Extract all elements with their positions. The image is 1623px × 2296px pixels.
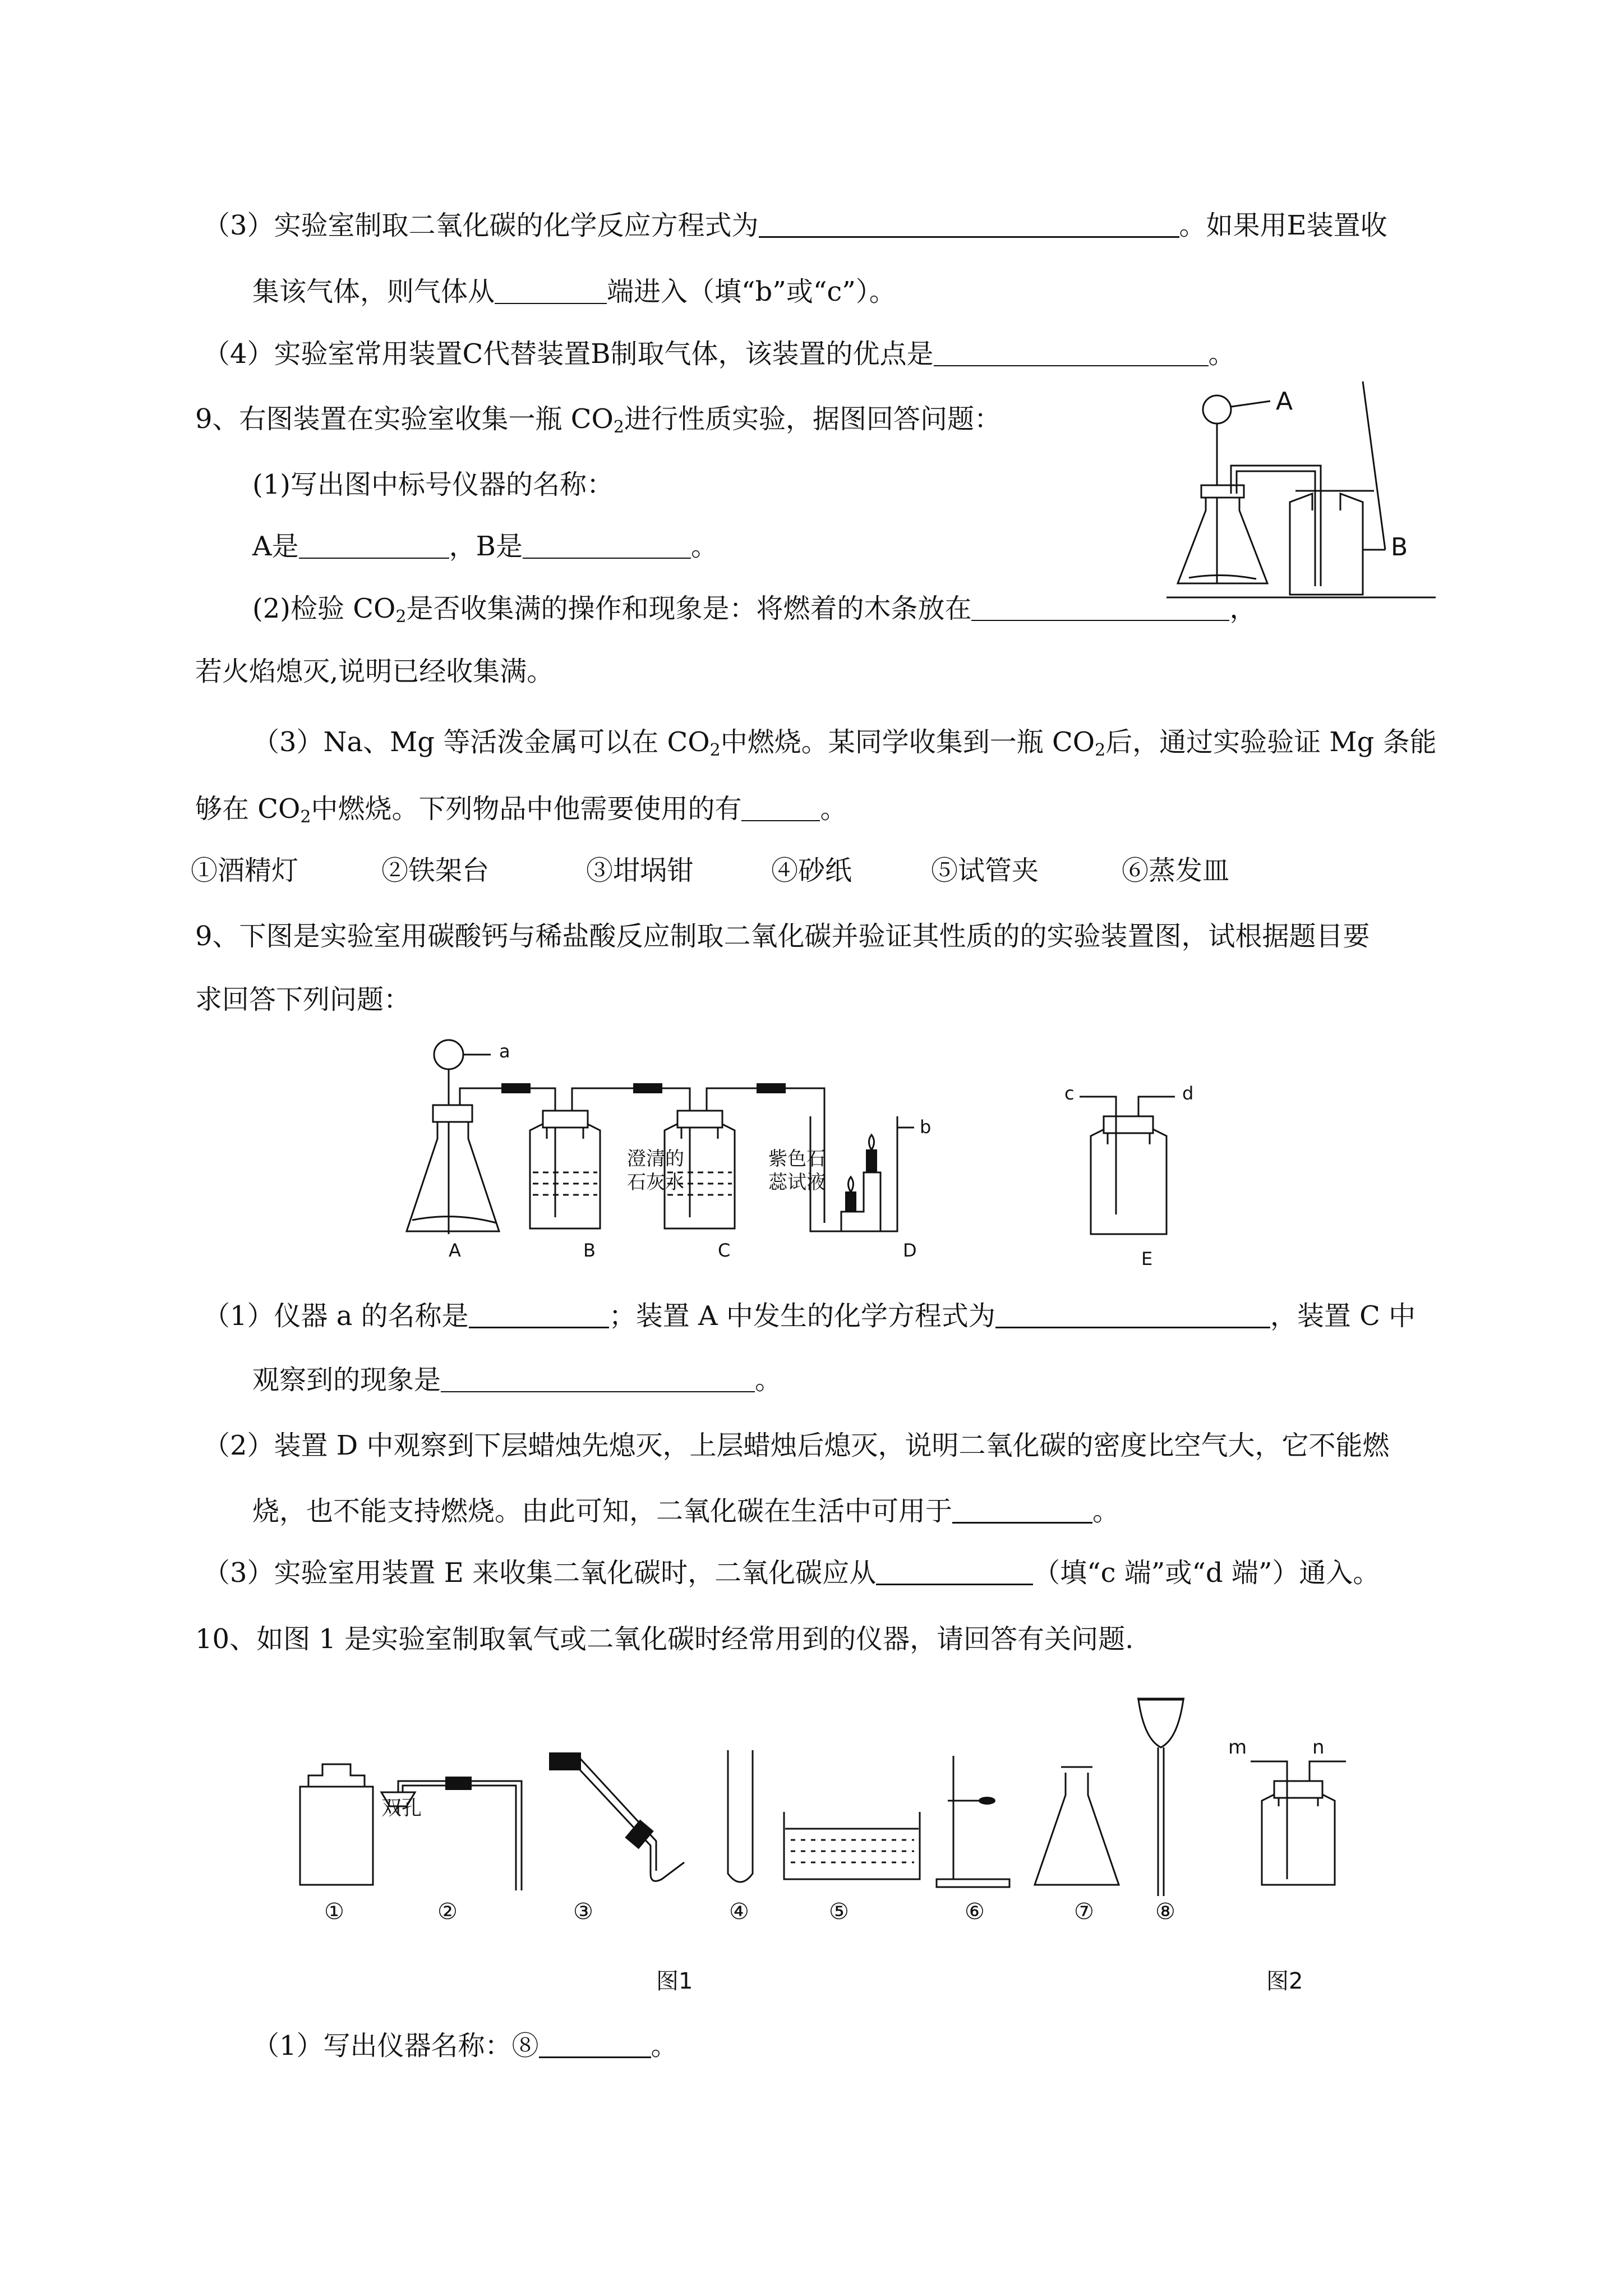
- q9b-litmus-label: 紫色石 蕊试液: [768, 1148, 826, 1194]
- q8-equation-blank[interactable]: [759, 208, 1179, 238]
- q8-advantage-blank[interactable]: [934, 337, 1209, 366]
- q9b-intro-2: 求回答下列问题：: [195, 984, 411, 1015]
- q9b-sub2-line2: 烧，也不能支持燃烧。由此可知，二氧化碳在生活中可用于 。: [252, 1493, 1119, 1529]
- q9a-option-4: ④砂纸: [771, 855, 852, 886]
- bottle-e-icon: [1091, 1128, 1166, 1234]
- q9b-inlet-blank[interactable]: [876, 1556, 1033, 1585]
- q9b-fig-A: A: [449, 1240, 461, 1261]
- q10-num-1: ①: [324, 1899, 344, 1925]
- q9b-phenomenon-blank[interactable]: [441, 1363, 755, 1392]
- q8-part3-line1: （3）实验室制取二氧化碳的化学反应方程式为 。如果用E装置收: [203, 208, 1387, 243]
- q10-intro: 10、如图 1 是实验室制取氧气或二氧化碳时经常用到的仪器，请回答有关问题.: [195, 1623, 1134, 1655]
- q10-num-4: ④: [729, 1899, 749, 1925]
- q9b-sub3: （3）实验室用装置 E 来收集二氧化碳时，二氧化碳应从 （填“c 端”或“d 端”）通入。: [203, 1555, 1380, 1591]
- erlenmeyer-flask-icon: [1035, 1773, 1119, 1885]
- q9a-option-2: ②铁架台: [381, 855, 490, 886]
- q9a-sub1: (1)写出图中标号仪器的名称：: [252, 469, 614, 500]
- q10-num-7: ⑦: [1074, 1899, 1094, 1925]
- long-neck-funnel-icon: [1138, 1700, 1183, 1747]
- q9a-apparatus-figure: [1166, 381, 1469, 606]
- q9a-fig-label-A: A: [1276, 387, 1293, 416]
- gas-jar-icon: [300, 1764, 373, 1885]
- q9a-sub2: (2)检验 $CO_2$是否收集满的操作和现象是：将燃着的木条放在 ，: [252, 593, 1257, 627]
- q9a-option-6: ⑥蒸发皿: [1122, 855, 1230, 886]
- candle-lower-icon: [846, 1192, 856, 1212]
- q10-fig-n: n: [1312, 1736, 1325, 1759]
- q9b-fig-b: b: [920, 1116, 932, 1138]
- q9a-intro: 9、右图装置在实验室收集一瓶 $CO_2$进行性质实验，据图回答问题：: [195, 403, 1001, 437]
- q9b-limewater-label: 澄清的 石灰水: [627, 1148, 684, 1194]
- q9a-sub2-cont: 若火焰熄灭,说明已经收集满。: [195, 656, 554, 687]
- q9a-sub1-answers: A是 ，B是 。: [252, 531, 718, 562]
- q9b-equation-blank[interactable]: [995, 1299, 1270, 1328]
- q9b-sub2-line1: （2）装置 D 中观察到下层蜡烛先熄灭，上层蜡烛后熄灭，说明二氧化碳的密度比空气大，它不能燃: [203, 1430, 1390, 1461]
- q9a-fig-label-B: B: [1391, 533, 1408, 562]
- q9b-sub1-line1: （1）仪器 a 的名称是 ；装置 A 中发生的化学方程式为 ，装置 C 中: [203, 1298, 1415, 1334]
- q9a-option-5: ⑤试管夹: [931, 855, 1039, 886]
- test-tube-icon: [728, 1750, 753, 1882]
- q9a-sub3-line2: 够在 $CO_2$中燃烧。下列物品中他需要使用的有 。: [195, 793, 847, 827]
- q10-fig1-caption: 图1: [656, 1968, 693, 1994]
- q9a-items-blank[interactable]: [741, 792, 820, 821]
- q10-instrument-8-blank[interactable]: [539, 2028, 651, 2058]
- q10-num-3: ③: [573, 1899, 593, 1925]
- candle-upper-icon: [866, 1150, 877, 1172]
- q9b-use-blank[interactable]: [952, 1494, 1092, 1524]
- q10-num-5: ⑤: [829, 1899, 849, 1925]
- q9a-option-1: ①酒精灯: [191, 855, 299, 886]
- gas-bottle-icon: [1290, 494, 1363, 595]
- q8-part3-line2: 集该气体，则气体从 端进入（填“b”或“c”）。: [252, 276, 896, 307]
- funnel-a-icon: [434, 1040, 463, 1069]
- q9b-intro-1: 9、下图是实验室用碳酸钙与稀盐酸反应制取二氧化碳并验证其性质的的实验装置图，试根据题目要: [195, 921, 1370, 952]
- q8-part4-line: （4）实验室常用装置C代替装置B制取气体，该装置的优点是 。: [203, 338, 1235, 370]
- stopper-tube-icon: [550, 1753, 580, 1770]
- conical-flask-icon: [1178, 494, 1267, 583]
- bottle-b-icon: [530, 1122, 600, 1228]
- q10-fig-m: m: [1228, 1736, 1247, 1759]
- q9a-A-blank[interactable]: [299, 530, 449, 559]
- q10-num-2: ②: [437, 1899, 458, 1925]
- flask-a-icon: [407, 1116, 499, 1231]
- water-trough-icon: [784, 1812, 920, 1879]
- q9b-sub1-line2: 观察到的现象是 。: [252, 1364, 782, 1396]
- q9b-instrument-a-blank[interactable]: [469, 1299, 609, 1328]
- q10-num-6: ⑥: [965, 1899, 985, 1925]
- q9b-fig-D: D: [903, 1240, 917, 1261]
- q10-num-8: ⑧: [1155, 1899, 1175, 1925]
- q10-sub1: （1）写出仪器名称：⑧ 。: [252, 2028, 678, 2064]
- q9b-fig-c: c: [1064, 1083, 1075, 1104]
- q9b-fig-d: d: [1182, 1083, 1194, 1104]
- q9b-fig-C: C: [718, 1240, 731, 1261]
- q9a-sub3-line1: （3）Na、Mg 等活泼金属可以在 $CO_2$中燃烧。某同学收集到一瓶 $CO_2$后，通过实验验证 Mg 条能: [252, 726, 1437, 760]
- q10-twohole-label: 双孔: [381, 1797, 422, 1820]
- q9b-fig-B: B: [583, 1240, 596, 1261]
- q9b-fig-E: E: [1141, 1248, 1153, 1269]
- q8-inlet-blank[interactable]: [495, 275, 607, 304]
- q9a-B-blank[interactable]: [523, 530, 691, 559]
- q9a-option-3: ③坩埚钳: [586, 855, 694, 886]
- separatory-funnel-icon: [1203, 395, 1231, 424]
- gas-washing-bottle-icon: [1262, 1792, 1335, 1885]
- q10-fig2-caption: 图2: [1266, 1968, 1303, 1994]
- q9b-fig-a: a: [499, 1041, 510, 1062]
